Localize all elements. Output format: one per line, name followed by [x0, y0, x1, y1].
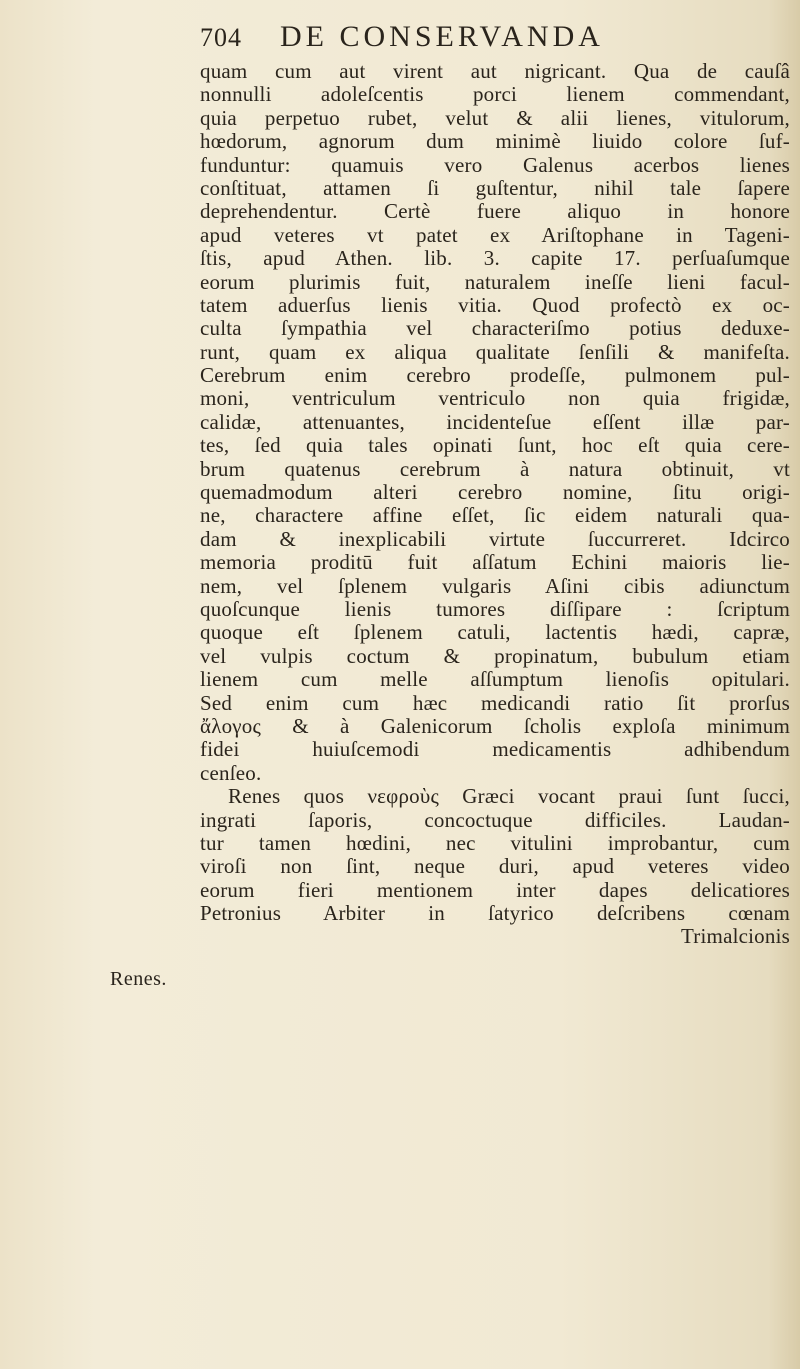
text-line: quoque eſt ſplenem catuli, lactentis hædi, capræ, [200, 620, 790, 645]
text-line: runt, quam ex aliqua qualitate ſenſili & manifeſta. [200, 339, 790, 364]
text-line: Cerebrum enim cerebro prodeſſe, pulmonem pul- [200, 363, 790, 388]
text-line: Sed enim cum hæc medicandi ratio ſit prorſus [200, 690, 790, 715]
text-line: quoſcunque lienis tumores diſſipare : ſcriptum [200, 596, 790, 621]
text-line: fidei huiuſcemodi medicamentis adhibendum [200, 737, 790, 762]
text-line: hœdorum, agnorum dum minimè liuido colore ſuf- [200, 129, 790, 154]
text-line: apud veteres vt patet ex Ariſtophane in Tageni- [200, 222, 790, 247]
text-line: nem, vel ſplenem vulgaris Aſini cibis adiunctum [200, 573, 790, 598]
text-line: ſtis, apud Athen. lib. 3. capite 17. perſuaſumque [200, 246, 790, 271]
text-body [200, 60, 790, 949]
text-line: brum quatenus cerebrum à natura obtinuit, vt [200, 456, 790, 481]
text-line: eorum fieri mentionem inter dapes delicatiores [200, 877, 790, 902]
text-line: viroſi non ſint, neque duri, apud veteres video [200, 854, 790, 879]
text-line: funduntur: quamuis vero Galenus acerbos lienes [200, 152, 790, 177]
text-line: deprehendentur. Certè fuere aliquo in honore [200, 199, 790, 224]
text-line: dam & inexplicabili virtute ſuccurreret. Idcirco [200, 526, 790, 551]
page-number: 704 [200, 23, 242, 52]
text-line: cenſeo. [200, 760, 262, 785]
page-header [200, 20, 680, 60]
text-line: Petronius Arbiter in ſatyrico deſcribens cœnam [200, 901, 790, 926]
text-line: culta ſympathia vel characteriſmo potius deduxe- [200, 316, 790, 341]
text-line: memoria proditū fuit aſſatum Echini maioris lie- [200, 550, 790, 575]
text-line: ἄλογος & à Galenicorum ſcholis exploſa minimum [200, 713, 790, 738]
text-line: ingrati ſaporis, concoctuque difficiles. Laudan- [200, 807, 790, 832]
text-line: Renes quos νεφροὺς Græci vocant praui ſunt ſucci, [228, 784, 790, 809]
text-line: quam cum aut virent aut nigricant. Qua de cauſâ [200, 59, 790, 83]
text-line: nonnulli adoleſcentis porci lienem commendant, [200, 82, 790, 107]
text-line: eorum plurimis fuit, naturalem ineſſe lieni facul- [200, 269, 790, 294]
catchword: Trimalcionis [681, 924, 790, 949]
text-line: moni, ventriculum ventriculo non quia frigidæ, [200, 386, 790, 411]
text-line: lienem cum melle aſſumptum lienoſis opitulari. [200, 667, 790, 692]
text-line: vel vulpis coctum & propinatum, bubulum etiam [200, 643, 790, 668]
running-head: DE CONSERVANDA [280, 20, 604, 53]
marginal-note: Renes. [110, 968, 167, 990]
text-line: tur tamen hœdini, nec vitulini improbantur, cum [200, 830, 790, 855]
text-line: ne, charactere affine eſſet, ſic eidem naturali qua- [200, 503, 790, 528]
text-line: tes, ſed quia tales opinati ſunt, hoc eſt quia cere- [200, 433, 790, 458]
text-line: quia perpetuo rubet, velut & alii lienes, vitulorum, [200, 105, 790, 130]
text-line: calidæ, attenuantes, incidenteſue eſſent illæ par- [200, 409, 790, 434]
text-line: conſtituat, attamen ſi guſtentur, nihil tale ſapere [200, 175, 790, 200]
text-line: quemadmodum alteri cerebro nomine, ſitu origi- [200, 480, 790, 505]
text-line: tatem aduerſus lienis vitia. Quod profectò ex oc- [200, 292, 790, 317]
